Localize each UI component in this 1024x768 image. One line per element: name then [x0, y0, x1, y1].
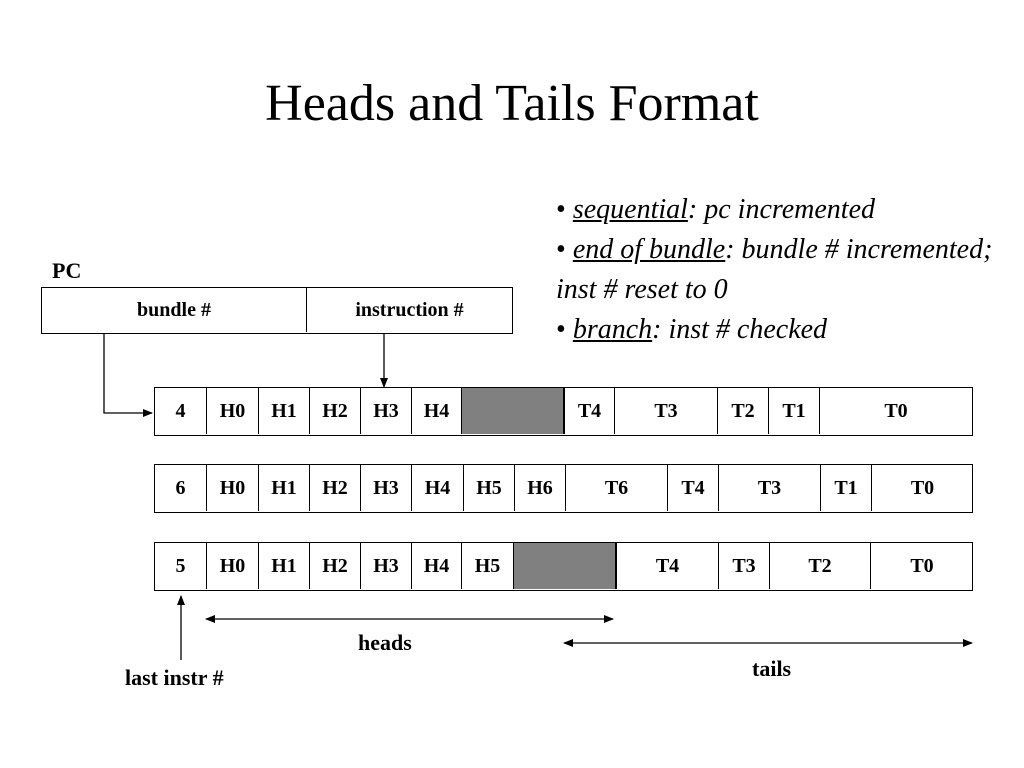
tail-cell: T0: [870, 543, 973, 589]
empty-slot: [461, 388, 564, 434]
bundle-row: [154, 387, 973, 436]
head-cell: H0: [206, 465, 258, 511]
bullet-term: end of bundle: [572, 234, 726, 265]
bullet-dot: •: [556, 234, 566, 265]
tail-cell: T3: [614, 388, 717, 434]
bullet-term: sequential: [572, 194, 688, 225]
head-cell: H0: [206, 388, 258, 434]
bullet-term: branch: [572, 314, 653, 345]
page-title: Heads and Tails Format: [265, 75, 759, 132]
bullet-dot: •: [556, 194, 566, 225]
head-cell: H3: [360, 388, 411, 434]
bullet-text: : bundle # incremented; inst # reset to 0: [556, 234, 993, 305]
head-cell: H4: [411, 465, 463, 511]
tail-cell: T3: [718, 465, 820, 511]
bundle-pointer-arrow: [104, 334, 152, 413]
tail-cell: T6: [565, 465, 667, 511]
tail-cell: T2: [769, 543, 870, 589]
head-cell: H1: [258, 543, 309, 589]
head-cell: H1: [258, 388, 309, 434]
tail-cell: T1: [768, 388, 819, 434]
tail-cell: T4: [564, 388, 614, 434]
head-cell: H1: [258, 465, 309, 511]
pc-instruction-field: instruction #: [355, 299, 464, 321]
head-cell: H3: [360, 465, 411, 511]
head-cell: H5: [463, 465, 514, 511]
bullet-text: : pc incremented: [687, 194, 876, 225]
tails-label: tails: [752, 656, 792, 681]
bullet-end-of-bundle: [556, 230, 1006, 310]
tail-cell: T0: [819, 388, 972, 434]
head-cell: H4: [411, 388, 461, 434]
pc-bundle-field: bundle #: [42, 288, 307, 332]
pc-register: [41, 287, 513, 334]
bullet-list: [556, 190, 1006, 350]
head-cell: H6: [514, 465, 565, 511]
head-cell: H4: [411, 543, 461, 589]
heads-label: heads: [358, 630, 412, 655]
bullet-sequential: [556, 190, 1006, 230]
instruction-count-cell: 4: [175, 400, 186, 422]
pc-label: PC: [52, 258, 82, 283]
bundle-row: [154, 542, 973, 591]
bullet-text: : inst # checked: [652, 314, 828, 345]
tail-cell: T4: [667, 465, 718, 511]
instruction-count-cell: 6: [175, 477, 186, 499]
bullet-branch: [556, 310, 1006, 350]
head-cell: H2: [309, 388, 360, 434]
tail-cell: T3: [718, 543, 769, 589]
head-cell: H0: [206, 543, 258, 589]
head-cell: H3: [360, 543, 411, 589]
bullet-dot: •: [556, 314, 566, 345]
instruction-count-cell: 5: [175, 555, 186, 577]
head-cell: H2: [309, 465, 360, 511]
empty-slot: [513, 543, 616, 589]
last-instr-label: last instr #: [125, 665, 224, 690]
head-cell: H2: [309, 543, 360, 589]
tail-cell: T1: [820, 465, 871, 511]
head-cell: H5: [461, 543, 513, 589]
tail-cell: T2: [717, 388, 768, 434]
bundle-row: [154, 464, 973, 513]
tail-cell: T4: [616, 543, 718, 589]
tail-cell: T0: [871, 465, 973, 511]
